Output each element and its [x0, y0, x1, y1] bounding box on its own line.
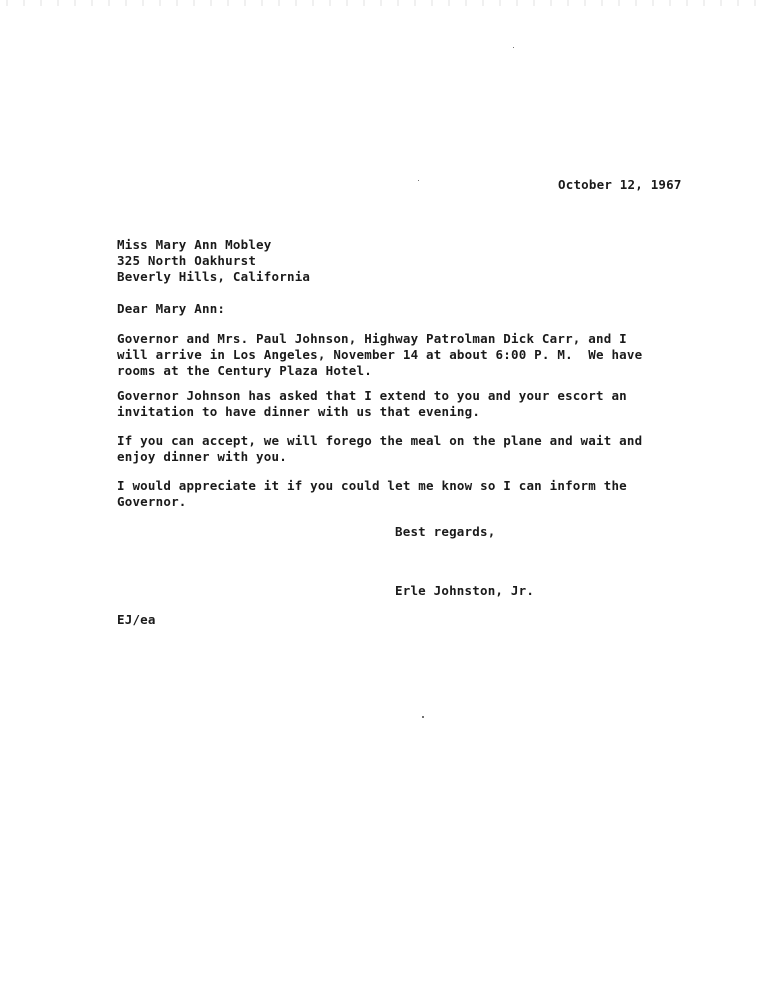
- paragraph-1-line-2: will arrive in Los Angeles, November 14 at about 6:00 P. M. We have: [117, 347, 643, 362]
- scan-speck: [422, 716, 424, 718]
- closing: Best regards,: [395, 524, 496, 539]
- paragraph-4-line-2: Governor.: [117, 494, 187, 509]
- scan-speck: [418, 180, 419, 181]
- recipient-street: 325 North Oakhurst: [117, 253, 257, 268]
- salutation: Dear Mary Ann:: [117, 301, 226, 316]
- letter-date: October 12, 1967: [558, 177, 682, 192]
- paragraph-3-line-2: enjoy dinner with you.: [117, 449, 287, 464]
- scan-speck: [513, 47, 514, 48]
- scan-edge-artifact: [0, 0, 763, 6]
- signature: Erle Johnston, Jr.: [395, 583, 535, 598]
- paragraph-3-line-1: If you can accept, we will forego the meal on the plane and wait and: [117, 433, 643, 448]
- paragraph-2-line-1: Governor Johnson has asked that I extend to you and your escort an: [117, 388, 627, 403]
- recipient-city: Beverly Hills, California: [117, 269, 311, 284]
- paragraph-1-line-3: rooms at the Century Plaza Hotel.: [117, 363, 372, 378]
- paragraph-4-line-1: I would appreciate it if you could let me know so I can inform the: [117, 478, 627, 493]
- typist-initials: EJ/ea: [117, 612, 156, 627]
- paragraph-2-line-2: invitation to have dinner with us that evening.: [117, 404, 481, 419]
- paragraph-1-line-1: Governor and Mrs. Paul Johnson, Highway Patrolman Dick Carr, and I: [117, 331, 627, 346]
- recipient-name: Miss Mary Ann Mobley: [117, 237, 272, 252]
